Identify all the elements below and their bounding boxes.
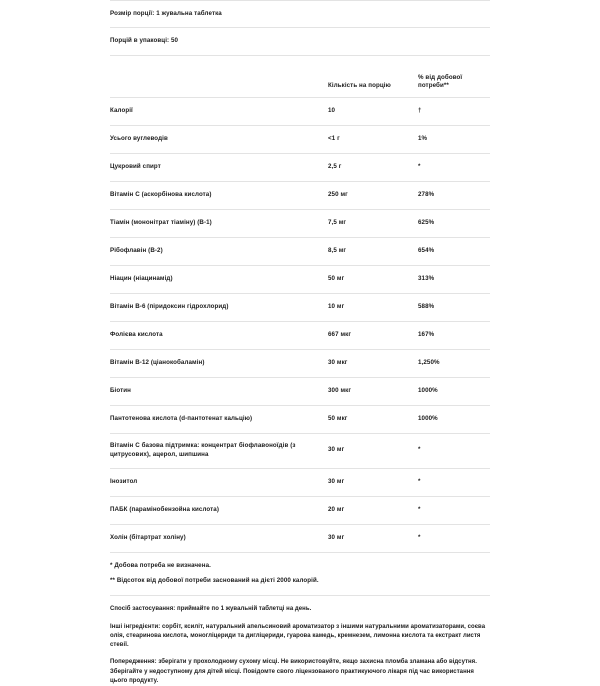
column-header-percent-daily-value: % від добової потреби** xyxy=(418,56,490,98)
serving-size-row: Розмір порції: 1 жувальна таблетка xyxy=(110,0,490,28)
nutrition-table-head xyxy=(110,56,490,98)
nutrient-name: Усього вуглеводів xyxy=(110,125,328,153)
table-row xyxy=(110,237,490,265)
table-row xyxy=(110,153,490,181)
nutrient-name: Калорії xyxy=(110,97,328,125)
nutrient-name: Інозитол xyxy=(110,468,328,496)
nutrient-name: Вітамін B-6 (піридоксин гідрохлорид) xyxy=(110,293,328,321)
nutrient-daily-value: 1% xyxy=(418,125,490,153)
nutrient-daily-value: 1,250% xyxy=(418,349,490,377)
nutrition-table-header-row xyxy=(110,56,490,98)
nutrient-daily-value: 625% xyxy=(418,209,490,237)
table-row xyxy=(110,433,490,468)
nutrient-name: Холін (бітартрат холіну) xyxy=(110,524,328,552)
supplement-facts-panel xyxy=(110,0,490,686)
nutrient-amount: 10 xyxy=(328,97,418,125)
nutrient-amount: 7,5 мг xyxy=(328,209,418,237)
table-row xyxy=(110,349,490,377)
nutrient-amount: 30 мг xyxy=(328,524,418,552)
nutrient-name: Вітамін C базова підтримка: концентрат біофлавоноїдів (з цитрусових), ацерол, шипшина xyxy=(110,433,328,468)
nutrient-daily-value: 313% xyxy=(418,265,490,293)
product-notes xyxy=(110,596,490,686)
nutrient-amount: 30 мг xyxy=(328,433,418,468)
other-ingredients-note: Інші інгредієнти: сорбіт, ксиліт, натуральний апельсиновий ароматизатор з іншими натуральними ароматизаторами, соєва олія, стеаринова кислота, моногліцериди та дигліцериди, гуарова камедь, кремнезем, лимонна кислота та екстракт листя стевії. xyxy=(110,623,486,649)
nutrient-amount: 30 мг xyxy=(328,468,418,496)
table-row xyxy=(110,524,490,552)
footnote-daily-value-not-established: * Добова потреба не визначена. xyxy=(110,561,211,569)
nutrient-daily-value: * xyxy=(418,468,490,496)
nutrient-daily-value: 654% xyxy=(418,237,490,265)
nutrient-name: Тіамін (мононітрат тіаміну) (B-1) xyxy=(110,209,328,237)
table-row xyxy=(110,209,490,237)
table-row xyxy=(110,97,490,125)
nutrient-daily-value: 588% xyxy=(418,293,490,321)
nutrient-daily-value: 278% xyxy=(418,181,490,209)
table-row xyxy=(110,321,490,349)
table-row xyxy=(110,265,490,293)
nutrient-amount: 50 мкг xyxy=(328,405,418,433)
nutrient-daily-value: * xyxy=(418,496,490,524)
table-row xyxy=(110,405,490,433)
footnote-percent-daily-value-basis: ** Відсоток від добової потреби заснований на дієті 2000 калорій. xyxy=(110,576,319,584)
nutrient-name: Фолієва кислота xyxy=(110,321,328,349)
nutrient-name: Цукровий спирт xyxy=(110,153,328,181)
column-header-amount-per-serving: Кількість на порцію xyxy=(328,56,418,98)
table-row xyxy=(110,181,490,209)
nutrient-amount: 8,5 мг xyxy=(328,237,418,265)
nutrient-amount: 667 мкг xyxy=(328,321,418,349)
nutrient-name: Пантотенова кислота (d-пантотенат кальцію) xyxy=(110,405,328,433)
servings-per-container-row: Порцій в упаковці: 50 xyxy=(110,28,490,55)
nutrient-amount: <1 г xyxy=(328,125,418,153)
nutrient-daily-value: * xyxy=(418,153,490,181)
nutrient-name: Ніацин (ніацинамід) xyxy=(110,265,328,293)
nutrition-table xyxy=(110,56,490,553)
column-header-name xyxy=(110,56,328,98)
nutrient-amount: 50 мг xyxy=(328,265,418,293)
nutrient-name: Біотин xyxy=(110,377,328,405)
nutrient-daily-value: 1000% xyxy=(418,405,490,433)
nutrient-name: Вітамін C (аскорбінова кислота) xyxy=(110,181,328,209)
table-row xyxy=(110,496,490,524)
nutrient-name: Рібофлавін (B-2) xyxy=(110,237,328,265)
nutrient-amount: 30 мкг xyxy=(328,349,418,377)
nutrient-daily-value: † xyxy=(418,97,490,125)
table-row xyxy=(110,293,490,321)
nutrient-amount: 2,5 г xyxy=(328,153,418,181)
nutrient-amount: 250 мг xyxy=(328,181,418,209)
nutrient-amount: 20 мг xyxy=(328,496,418,524)
nutrient-daily-value: 1000% xyxy=(418,377,490,405)
warning-note: Попередження: зберігати у прохолодному сухому місці. Не використовуйте, якщо захисна пломба зламана або відсутня. Зберігайте у недоступному для дітей місці. Повідомте свого ліцензованого практикуючого лікаря під час використання цього продукту. xyxy=(110,659,477,685)
nutrient-daily-value: 167% xyxy=(418,321,490,349)
nutrient-name: ПАБК (парамінобензойна кислота) xyxy=(110,496,328,524)
table-row xyxy=(110,468,490,496)
directions-note: Спосіб застосування: приймайте по 1 жувальній таблетці на день. xyxy=(110,606,312,613)
nutrient-name: Вітамін B-12 (ціанокобаламін) xyxy=(110,349,328,377)
nutrient-daily-value: * xyxy=(418,524,490,552)
footnotes xyxy=(110,553,490,593)
table-row xyxy=(110,125,490,153)
nutrition-table-body xyxy=(110,97,490,552)
nutrient-amount: 10 мг xyxy=(328,293,418,321)
table-row xyxy=(110,377,490,405)
nutrient-daily-value: * xyxy=(418,433,490,468)
nutrient-amount: 300 мкг xyxy=(328,377,418,405)
